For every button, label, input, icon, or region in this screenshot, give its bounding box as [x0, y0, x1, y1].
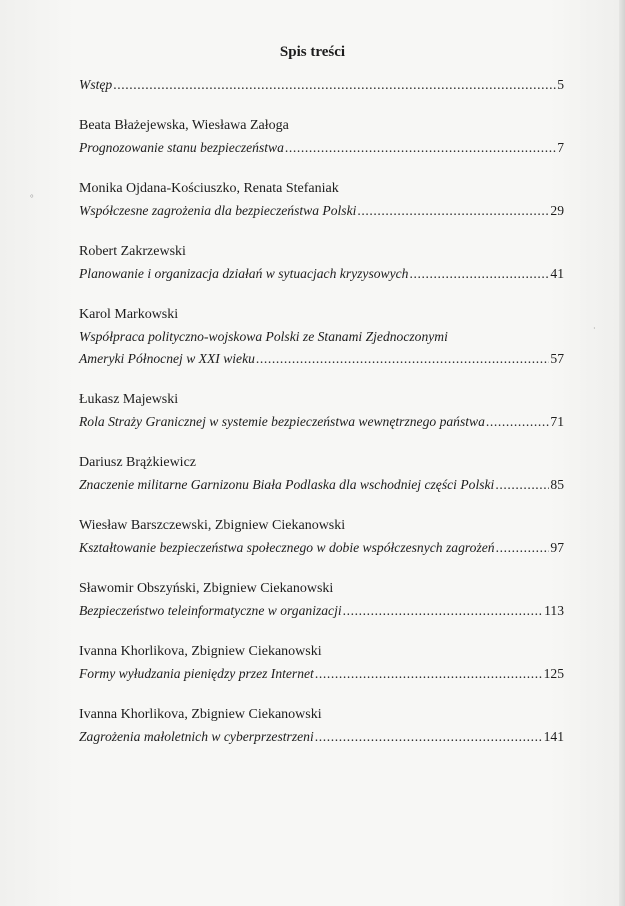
toc-author: Beata Błażejewska, Wiesława Załoga [79, 118, 289, 133]
scan-speck: · [593, 324, 596, 333]
table-of-contents [79, 74, 564, 767]
scan-speck: ° [30, 193, 34, 203]
toc-line [79, 200, 564, 222]
toc-entry [79, 178, 564, 222]
leader-dots [496, 537, 550, 559]
toc-line [79, 411, 564, 433]
leader-dots [357, 200, 549, 222]
toc-title: Formy wyłudzania pieniędzy przez Internet [79, 666, 314, 681]
toc-page-number: 29 [550, 203, 564, 218]
leader-dots [315, 663, 543, 685]
toc-page-number: 7 [557, 140, 564, 155]
toc-title: Rola Straży Granicznej w systemie bezpieczeństwa wewnętrznego państwa [79, 414, 485, 429]
toc-page-number: 113 [544, 603, 564, 618]
leader-dots [315, 726, 543, 748]
toc-author: Dariusz Brążkiewicz [79, 455, 196, 470]
toc-title: Ameryki Północnej w XXI wieku [79, 351, 255, 366]
leader-dots [256, 348, 550, 370]
toc-entry [79, 641, 564, 685]
toc-page-number: 125 [543, 666, 564, 681]
toc-line [79, 263, 564, 285]
toc-entry [79, 515, 564, 559]
toc-title: Zagrożenia małoletnich w cyberprzestrzeni [79, 729, 314, 744]
toc-title-line1: Współpraca polityczno-wojskowa Polski ze Stanami Zjednoczonymi [79, 329, 448, 344]
toc-line [79, 474, 564, 496]
toc-page-number: 97 [550, 540, 564, 555]
toc-title: Prognozowanie stanu bezpieczeństwa [79, 140, 284, 155]
toc-line [79, 726, 564, 748]
page-title: Spis treści [279, 44, 346, 60]
toc-page-number: 141 [543, 729, 564, 744]
toc-entry-intro [79, 74, 564, 96]
toc-entry [79, 115, 564, 159]
toc-title: Wstęp [79, 77, 113, 92]
leader-dots [343, 600, 543, 622]
toc-title: Znaczenie militarne Garnizonu Biała Podlaska dla wschodniej części Polski [79, 477, 495, 492]
leader-dots [113, 74, 556, 96]
toc-author: Robert Zakrzewski [79, 244, 186, 259]
toc-line [79, 663, 564, 685]
toc-entry [79, 704, 564, 748]
toc-author: Wiesław Barszczewski, Zbigniew Ciekanowski [79, 518, 346, 533]
toc-author: Monika Ojdana-Kościuszko, Renata Stefaniak [79, 181, 339, 196]
toc-line [79, 137, 564, 159]
toc-author: Ivanna Khorlikova, Zbigniew Ciekanowski [79, 644, 322, 659]
toc-line [79, 600, 564, 622]
toc-author: Sławomir Obszyński, Zbigniew Ciekanowski [79, 581, 334, 596]
toc-title: Współczesne zagrożenia dla bezpieczeństwa Polski [79, 203, 357, 218]
toc-page-number: 41 [550, 266, 564, 281]
toc-line [79, 537, 564, 559]
toc-entry [79, 304, 564, 370]
toc-author: Karol Markowski [79, 307, 179, 322]
toc-title: Planowanie i organizacja działań w sytuacjach kryzysowych [79, 266, 409, 281]
toc-page-number: 71 [550, 414, 564, 429]
toc-page-number: 5 [557, 77, 564, 92]
page-edge-shadow [619, 0, 625, 906]
toc-entry [79, 452, 564, 496]
toc-author: Łukasz Majewski [79, 392, 179, 407]
toc-page-number: 57 [550, 351, 564, 366]
leader-dots [285, 137, 556, 159]
toc-entry [79, 389, 564, 433]
toc-page-number: 85 [550, 477, 564, 492]
toc-line [79, 348, 564, 370]
leader-dots [495, 474, 549, 496]
toc-entry [79, 578, 564, 622]
toc-title: Kształtowanie bezpieczeństwa społecznego w dobie współczesnych zagrożeń [79, 540, 495, 555]
leader-dots [486, 411, 550, 433]
toc-entry [79, 241, 564, 285]
toc-author: Ivanna Khorlikova, Zbigniew Ciekanowski [79, 707, 322, 722]
toc-line [79, 74, 564, 96]
toc-title: Bezpieczeństwo teleinformatyczne w organizacji [79, 603, 342, 618]
leader-dots [409, 263, 549, 285]
